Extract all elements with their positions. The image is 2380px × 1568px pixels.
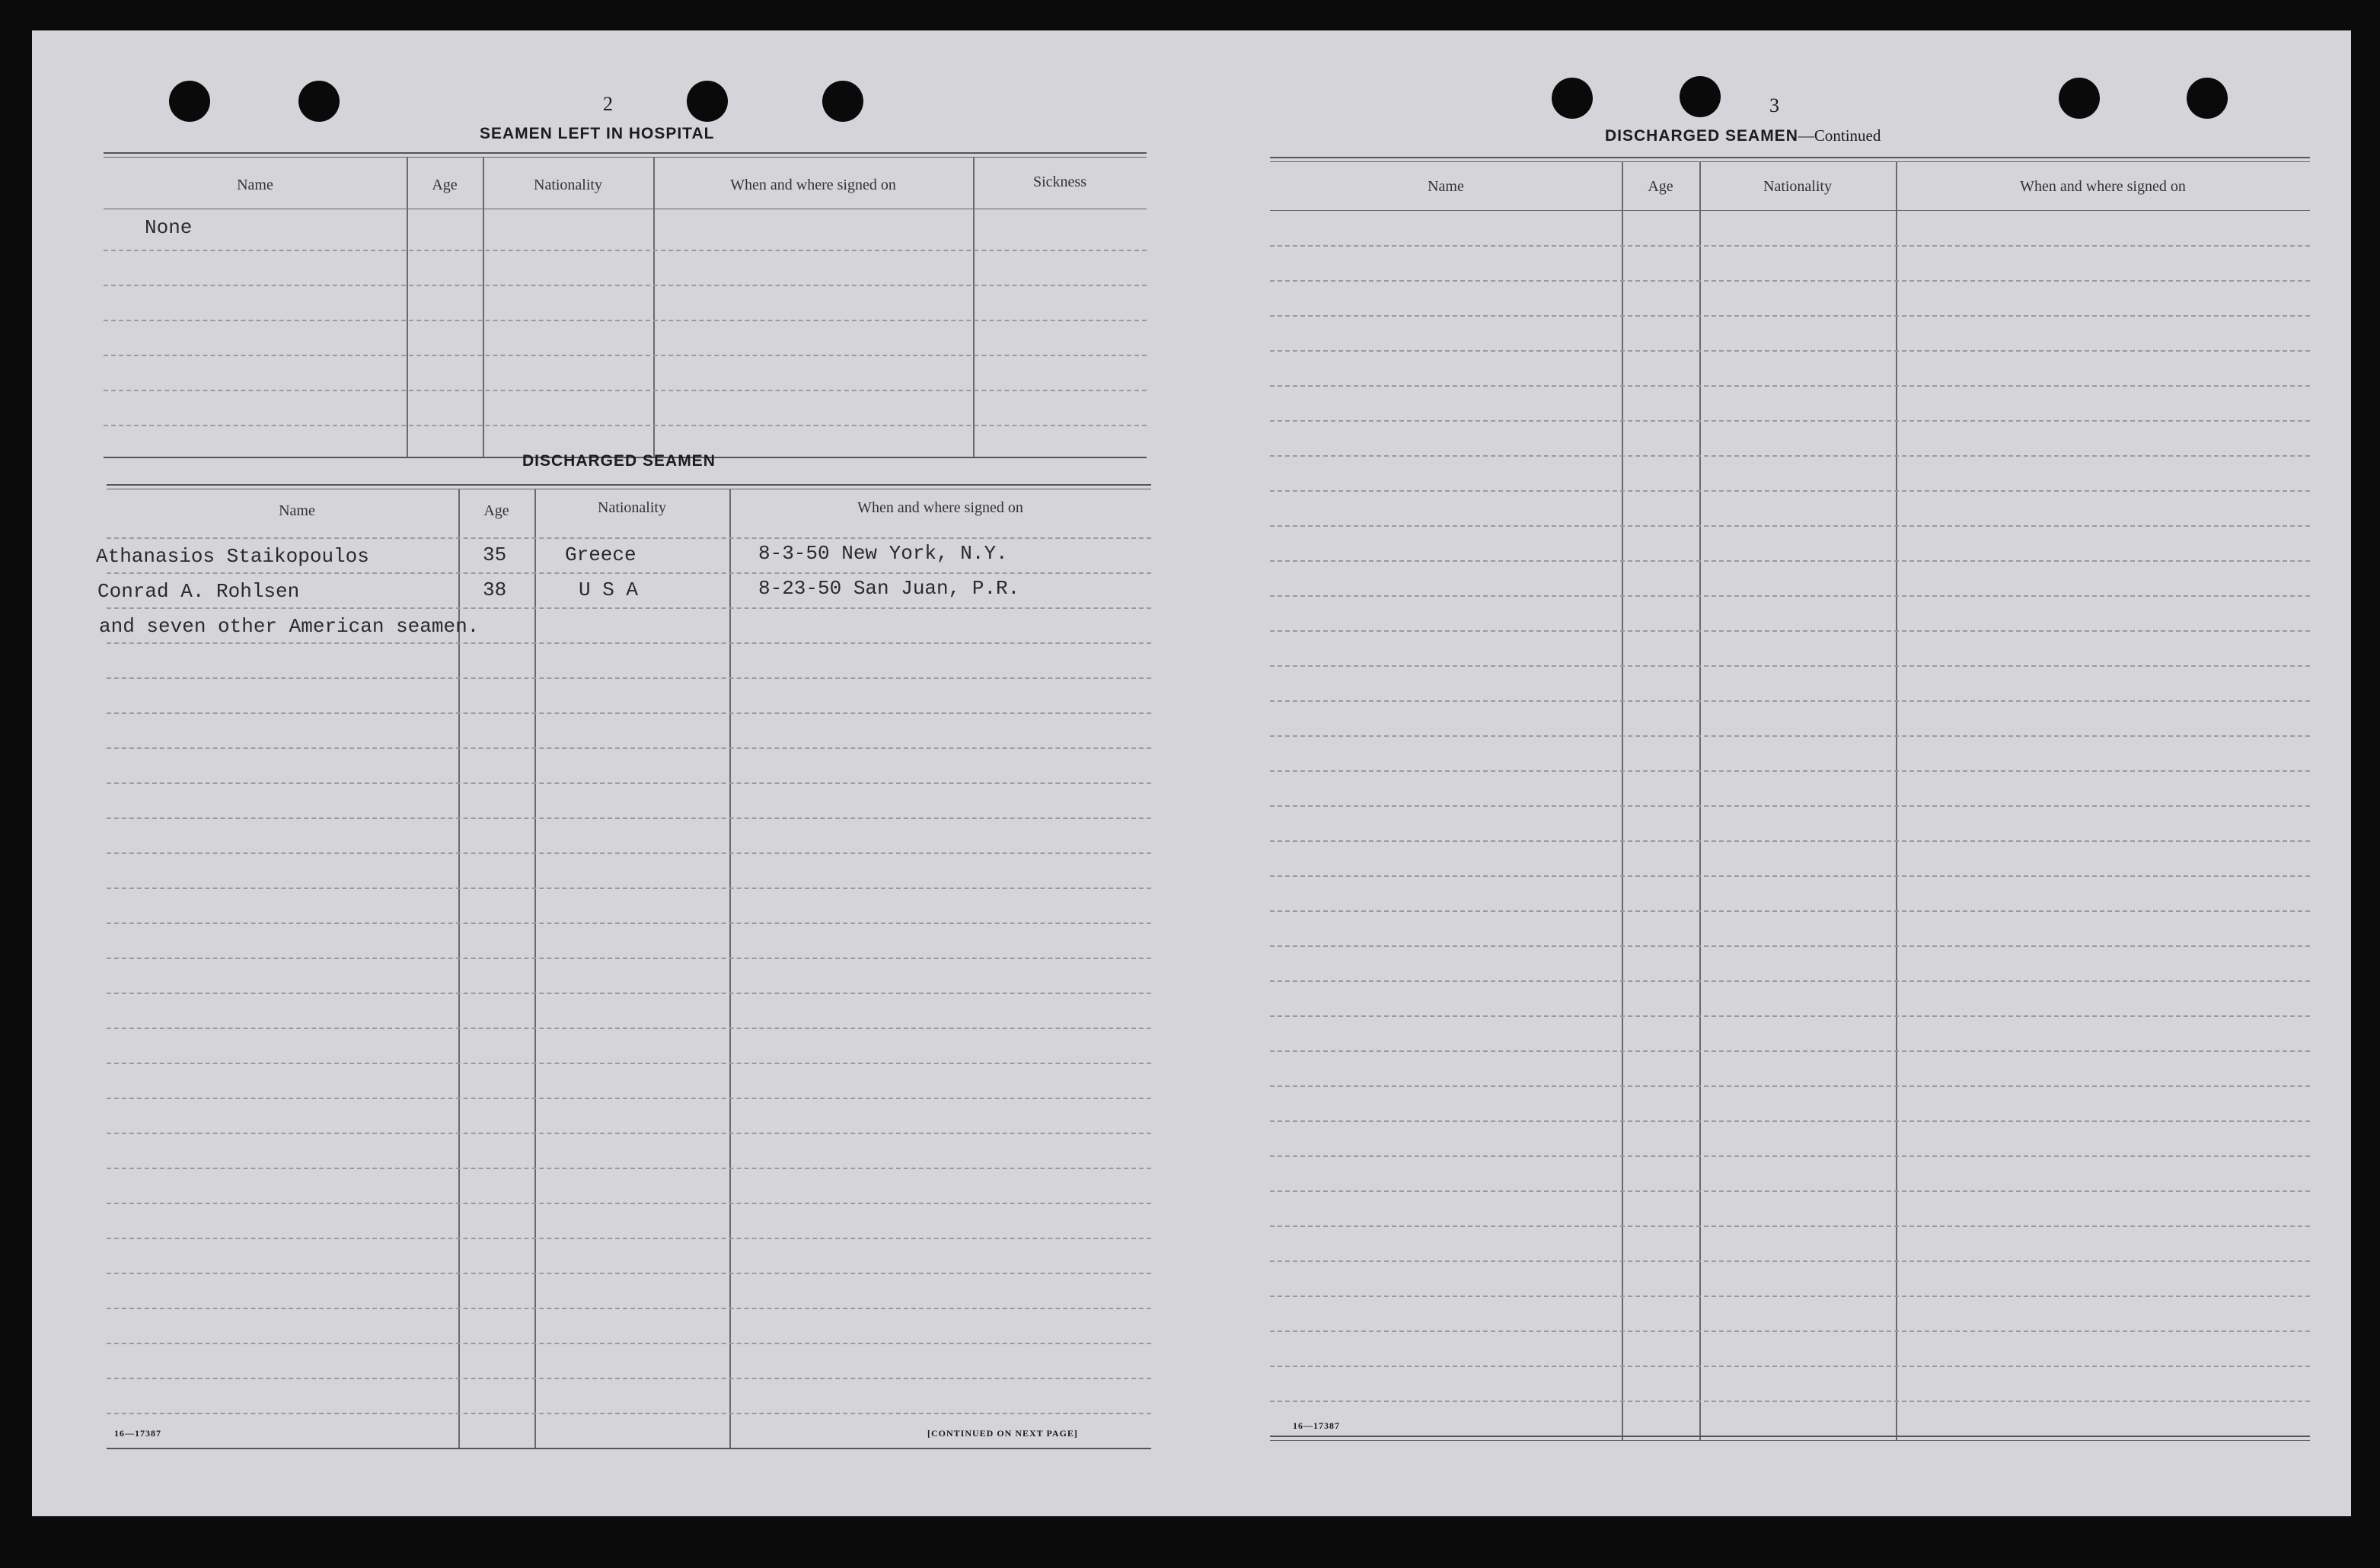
discharged-col-nationality: Nationality xyxy=(598,499,666,516)
punch-hole xyxy=(169,81,210,122)
discharged-row-2-name: Conrad A. Rohlsen xyxy=(97,580,300,603)
discharged-row-1-nationality: Greece xyxy=(565,543,636,566)
discharged-row-1-signed-on: 8-3-50 New York, N.Y. xyxy=(758,542,1008,565)
discharged-row-2-age: 38 xyxy=(483,578,507,601)
right-col-age: Age xyxy=(1648,178,1673,195)
punch-hole xyxy=(822,81,863,122)
punch-hole xyxy=(298,81,340,122)
page-number-left: 2 xyxy=(603,93,613,115)
discharged-row-1-name: Athanasios Staikopoulos xyxy=(96,545,369,568)
discharged-continued-title-suffix: —Continued xyxy=(1798,126,1881,145)
hospital-entry: None xyxy=(145,216,193,239)
hospital-section-title: SEAMEN LEFT IN HOSPITAL xyxy=(480,125,715,142)
discharged-row-2-signed-on: 8-23-50 San Juan, P.R. xyxy=(758,577,1020,600)
discharged-row-2-nationality: U S A xyxy=(579,578,639,601)
document-paper xyxy=(32,30,2351,1516)
punch-hole xyxy=(687,81,728,122)
discharged-section-title: DISCHARGED SEAMEN xyxy=(522,452,716,470)
discharged-col-signed-on: When and where signed on xyxy=(857,499,1023,516)
discharged-continued-title xyxy=(1605,126,1881,145)
hospital-col-signed-on: When and where signed on xyxy=(730,177,896,193)
punch-hole xyxy=(2059,78,2100,119)
discharged-continued-title-main: DISCHARGED SEAMEN xyxy=(1605,127,1798,145)
punch-hole xyxy=(1680,76,1721,117)
right-col-name: Name xyxy=(1428,178,1464,195)
page-number-right: 3 xyxy=(1769,94,1779,116)
right-col-nationality: Nationality xyxy=(1763,178,1832,195)
hospital-col-name: Name xyxy=(237,177,273,193)
hospital-col-sickness: Sickness xyxy=(1033,174,1086,190)
form-number-left: 16—17387 xyxy=(114,1428,161,1439)
discharged-row-1-age: 35 xyxy=(483,543,507,566)
form-number-right: 16—17387 xyxy=(1293,1420,1340,1431)
hospital-col-age: Age xyxy=(432,177,458,193)
punch-hole xyxy=(2187,78,2228,119)
hospital-col-nationality: Nationality xyxy=(534,177,602,193)
punch-hole xyxy=(1552,78,1593,119)
right-col-signed-on: When and where signed on xyxy=(2020,178,2186,195)
discharged-note: and seven other American seamen. xyxy=(99,615,480,638)
continued-note: [CONTINUED ON NEXT PAGE] xyxy=(927,1428,1078,1439)
discharged-col-name: Name xyxy=(279,502,315,519)
discharged-col-age: Age xyxy=(483,502,509,519)
